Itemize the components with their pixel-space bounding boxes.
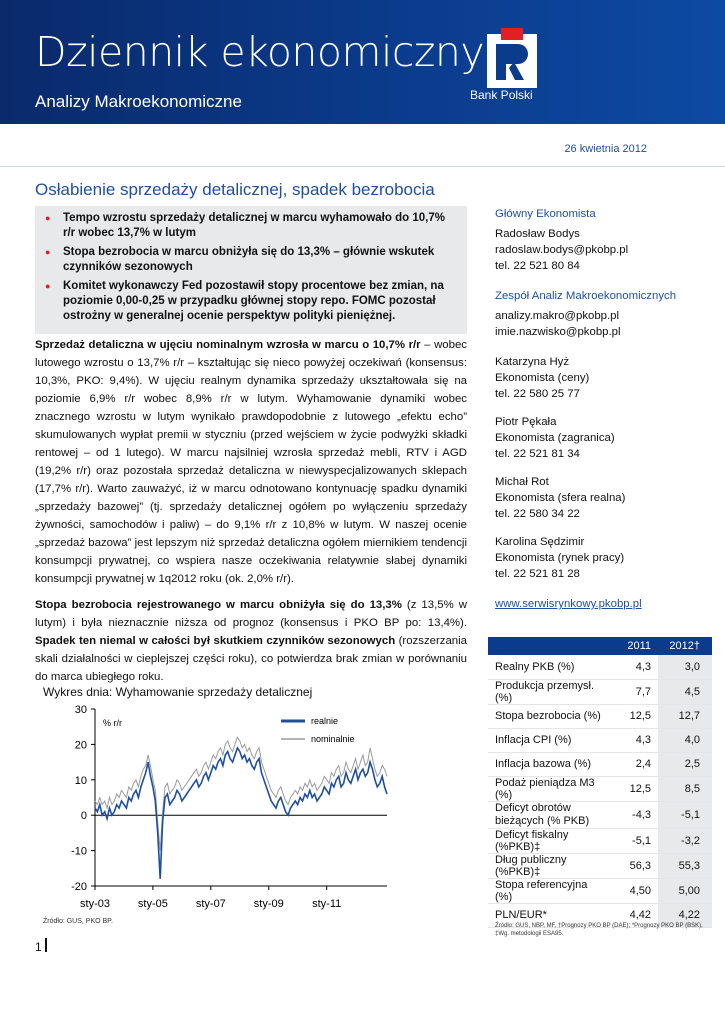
contacts-panel [495,206,705,612]
contact-role: Ekonomista (sfera realna) [495,492,626,504]
y-axis-label: % r/r [103,718,122,728]
x-tick-label: sty-07 [195,898,226,910]
table-cell-value: -5,1 [658,801,712,828]
chart-source: Źródło: GUS, PKO BP. [43,918,113,925]
key-point: ● Tempo wzrostu sprzedaży detalicznej w marcu wyhamowało do 10,7% r/r wobec 13,7% w lutym [45,211,457,241]
contact-role: Ekonomista (zagranica) [495,432,615,444]
table-cell-label: Realny PKB (%) [488,655,606,679]
series-line-realnie [95,748,387,879]
contact-card [495,534,705,582]
x-tick-label: sty-11 [312,898,342,910]
table-row [488,801,712,828]
table-cell-value: 4,22 [658,903,712,927]
table-row [488,776,712,801]
bank-logo [470,22,553,102]
table-row [488,828,712,853]
table-header [488,637,606,655]
team-email[interactable]: analizy.makro@pkobp.pl [495,310,620,322]
paragraph-body: (z 13,5% w lutym) i była nieznacznie niższa od prognoz (konsensus i PKO BP po: 13,4%). [35,599,467,629]
paragraph-lead: Stopa bezrobocia rejestrowanego w marcu obniżyła się do 13,3% [35,599,402,611]
market-service-link[interactable]: www.serwisrynkowy.pkobp.pl [495,598,642,610]
table-cell-value: 55,3 [658,853,712,878]
table-cell-value: 4,5 [658,679,712,704]
bank-name: Bank Polski [470,88,533,102]
table-cell-value: 56,3 [606,853,658,878]
table-cell-value: 2,4 [606,752,658,776]
chart-title: Wykres dnia: Wyhamowanie sprzedaży detalicznej [43,685,313,699]
contact-name: Katarzyna Hyż [495,356,570,368]
team-email-pattern: imie.nazwisko@pkobp.pl [495,326,621,338]
table-cell-value: -3,2 [658,828,712,853]
table-cell-label: Inflacja CPI (%) [488,728,606,752]
y-tick-label: -10 [71,845,87,858]
x-tick-label: sty-09 [253,898,284,910]
table-cell-value: 4,3 [606,728,658,752]
table-cell-value: -5,1 [606,828,658,853]
y-tick-label: 0 [80,810,87,823]
contact-role: Ekonomista (rynek pracy) [495,552,625,564]
table-row [488,752,712,776]
table-header-row [488,637,712,655]
table-row [488,704,712,728]
y-tick-label: 30 [74,704,87,716]
table-cell-value: 3,0 [658,655,712,679]
header-banner [0,0,725,124]
table-cell-value: 4,3 [606,655,658,679]
table-row [488,878,712,903]
table-header: 2011 [606,637,658,655]
table-cell-value: 4,0 [658,728,712,752]
y-tick-label: -20 [71,881,87,893]
contact-role: Ekonomista (ceny) [495,372,590,384]
contact-phone: tel. 22 521 81 34 [495,448,580,460]
contact-card [495,474,705,522]
x-tick-label: sty-05 [137,898,168,910]
y-tick-label: 10 [74,774,87,787]
table-cell-label: Deficyt fiskalny (%PKB)‡ [488,828,606,853]
table-source: Źródło: GUS, NBP, MF, †Prognozy PKO BP (DAE); *Prognozy PKO BP (BSK), ‡Wg. metodologii ESA95. [495,923,703,937]
divider [0,166,725,167]
table-cell-label: Produkcja przemysł. (%) [488,679,606,704]
table-cell-value: 7,7 [606,679,658,704]
table-cell-value: 12,7 [658,704,712,728]
contact-card [495,414,705,462]
chief-name: Radosław Bodys [495,228,580,240]
retail-sales-chart [35,700,467,920]
paragraph-lead: Spadek ten niemal w całości był skutkiem czynników sezonowych [35,635,396,647]
table-cell-label: Stopa bezrobocia (%) [488,704,606,728]
table-cell-value: 12,5 [606,704,658,728]
key-point: ● Komitet wykonawczy Fed pozostawił stopy procentowe bez zmian, na poziomie 0,00-0,25 w przypadku głównej stopy repo. FOMC pozostał ostrożny w generalnej ocenie perspektyw polityki pieniężnej. [45,279,457,324]
table-cell-value: 4,42 [606,903,658,927]
table-row [488,728,712,752]
page-subtitle: Analizy Makroekonomiczne [35,92,242,111]
paragraph-unemployment [35,596,467,686]
chief-economist-heading: Główny Ekonomista [495,208,596,220]
table-cell-value: 8,5 [658,776,712,801]
table-cell-label: Deficyt obrotów bieżących (% PKB) [488,801,606,828]
page-number-bar [45,938,47,952]
page-title: Dziennik ekonomiczny [35,28,485,76]
table-row [488,853,712,878]
table-cell-value: 2,5 [658,752,712,776]
table-cell-label: Podaż pieniądza M3 (%) [488,776,606,801]
table-cell-value: 5,00 [658,878,712,903]
team-heading: Zespół Analiz Makroekonomicznych [495,290,677,302]
pko-logo-icon [487,28,537,88]
contact-name: Michał Rot [495,476,549,488]
macro-forecast-table [488,637,712,928]
contact-card [495,354,705,402]
table-row [488,655,712,679]
y-tick-label: 20 [74,739,87,752]
table-cell-label: Stopa referencyjna (%) [488,878,606,903]
page-number: 1 [35,940,42,954]
table-cell-label: PLN/EUR* [488,903,606,927]
key-point: ● Stopa bezrobocia w marcu obniżyła się do 13,3% – głównie wskutek czynników sezonowych [45,245,457,275]
chief-email[interactable]: radoslaw.bodys@pkobp.pl [495,244,629,256]
table-cell-label: Inflacja bazowa (%) [488,752,606,776]
table-cell-value: 4,50 [606,878,658,903]
table-cell-value: -4,3 [606,801,658,828]
table-row [488,679,712,704]
key-points [35,206,467,334]
contact-name: Piotr Pękała [495,416,557,428]
paragraph-lead: Sprzedaż detaliczna w ujęciu nominalnym wzrosła w marcu o 10,7% r/r [35,339,421,351]
legend-label: nominalnie [311,734,355,744]
paragraph-body: (rozszerzania skali działalności w cieplejszej części roku), co potwierdza brak zmian w porównaniu do marca ubiegłego roku. [35,635,467,683]
paragraph-retail-sales [35,336,467,588]
x-tick-label: sty-03 [80,898,110,910]
table-header: 2012† [658,637,712,655]
chief-phone: tel. 22 521 80 84 [495,260,580,272]
contact-name: Karolina Sędzimir [495,536,585,548]
contact-phone: tel. 22 521 81 28 [495,568,580,580]
headline: Osłabienie sprzedaży detalicznej, spadek bezrobocia [35,180,435,199]
legend-label: realnie [311,716,339,726]
issue-date: 26 kwietnia 2012 [564,143,647,155]
contact-phone: tel. 22 580 25 77 [495,388,580,400]
table-cell-value: 12,5 [606,776,658,801]
table-cell-label: Dług publiczny (%PKB)‡ [488,853,606,878]
contact-phone: tel. 22 580 34 22 [495,508,580,520]
paragraph-body: – wobec lutowego wzrostu o 13,7% r/r – kształtując się nieco powyżej oczekiwań (konsensus: 10,3%, PKO: 9,4%). W ujęciu realnym dynamika sprzedaży ukształtowała się na poziomie 6,9% r/r wobec 8,9% r/r w lutym. Wyhamowanie dynamiki wobec znacznego wzrostu w lutym wynikało prawdopodobnie z lutowego „efektu echo” skumulowanych wypłat premii w styczniu (przed wejściem w życie podwyżki składki rentowej – od 1 lutego). W marcu najsilniej wzrosła sprzedaż mebli, RTV i AGD (19,2% r/r) oraz pozostała sprzedaż detaliczna w niewyspecjalizowanych sklepach (17,7% r/r). Warto zauważyć, iż w marcu odnotowano kontynuację spadku dynamiki „sprzedaży bazowej” (tj. sprzedaży detalicznej ogółem po wyłączeniu sprzedaży żywności, samochodów i paliw) – do 9,1% r/r z 10,8% w lutym. W naszej ocenie „sprzedaż bazowa” jest lepszym niż sprzedaż detaliczna ogółem miernikiem tendencji konsumpcji prywatnej, co wspiera nasze oczekiwania relatywnie słabej dynamiki konsumpcji prywatnej w 1q2012 roku (ok. 2,0% r/r). [35,339,467,585]
